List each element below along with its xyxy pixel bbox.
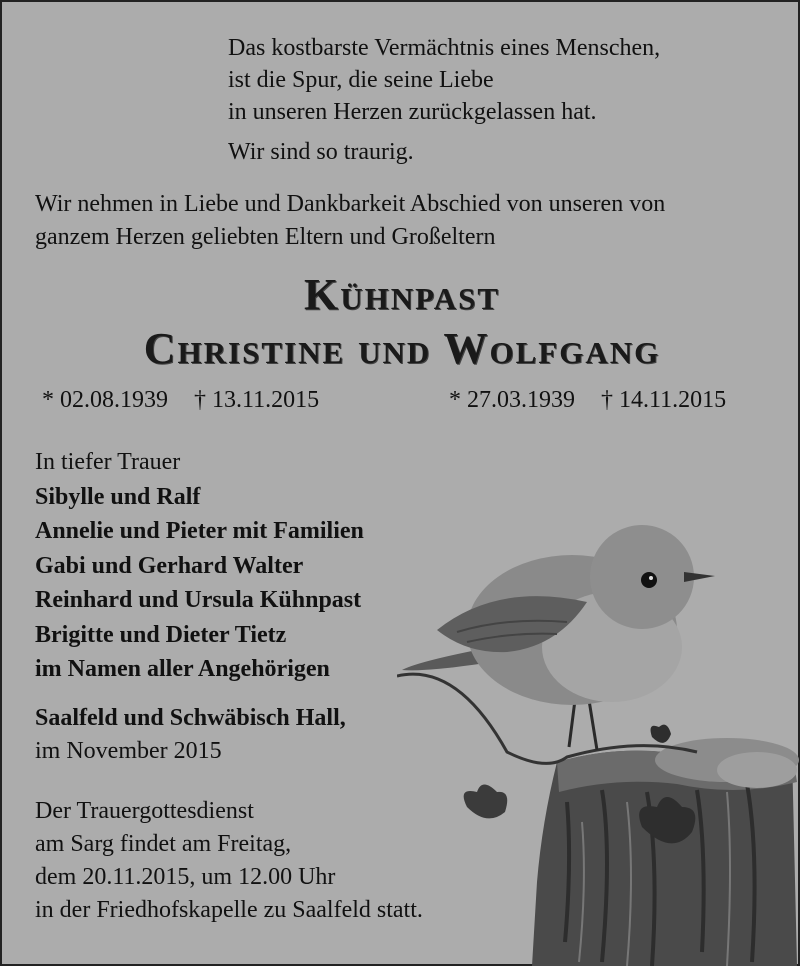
wolfgang-dates — [449, 385, 726, 415]
service-line: Der Trauergottesdienst — [35, 798, 254, 824]
intro-line: ganzem Herzen geliebten Eltern und Großeltern — [35, 224, 496, 250]
quote-closing: Wir sind so traurig. — [228, 139, 414, 165]
ivy-leaf — [464, 785, 508, 819]
death-date: † 13.11.2015 — [194, 387, 320, 413]
mourner-name: im Namen aller Angehörigen — [35, 656, 330, 682]
birth-date: * 27.03.1939 — [449, 387, 575, 413]
mourner-name: Gabi und Gerhard Walter — [35, 552, 304, 579]
quote-line: ist die Spur, die seine Liebe — [228, 67, 494, 93]
funeral-service-info — [35, 795, 423, 927]
place-date: im November 2015 — [35, 738, 222, 764]
family-name: Kühnpast — [303, 270, 501, 319]
intro-line: Wir nehmen in Liebe und Dankbarkeit Abschied von unseren von — [35, 191, 666, 217]
place-and-date — [35, 702, 346, 768]
mourner-name: Reinhard und Ursula Kühnpast — [35, 587, 362, 613]
service-line: am Sarg findet am Freitag, — [35, 831, 292, 857]
mourners-list — [35, 445, 364, 687]
death-date: † 14.11.2015 — [601, 387, 727, 413]
deceased-names — [2, 270, 800, 376]
place-location: Saalfeld und Schwäbisch Hall, — [35, 705, 346, 731]
service-line: dem 20.11.2015, um 12.00 Uhr — [35, 864, 336, 890]
quote-line: in unseren Herzen zurückgelassen hat. — [228, 99, 597, 125]
robin-image — [397, 522, 800, 966]
birth-date: * 02.08.1939 — [42, 387, 168, 413]
mourner-name: Annelie und Pieter mit Familien — [35, 518, 364, 544]
mourner-name: Sibylle und Ralf — [35, 483, 201, 510]
farewell-intro — [35, 188, 775, 254]
robin-eye — [641, 572, 657, 588]
mourners-heading: In tiefer Trauer — [35, 449, 181, 475]
mourner-name: Brigitte und Dieter Tietz — [35, 621, 287, 648]
service-line: in der Friedhofskapelle zu Saalfeld statt. — [35, 897, 423, 923]
christine-dates — [42, 385, 319, 415]
robin-beak — [684, 572, 715, 582]
quote-line: Das kostbarste Vermächtnis eines Menschen, — [228, 35, 661, 61]
first-names: Christine und Wolfgang — [143, 324, 661, 373]
memorial-quote — [228, 32, 660, 168]
